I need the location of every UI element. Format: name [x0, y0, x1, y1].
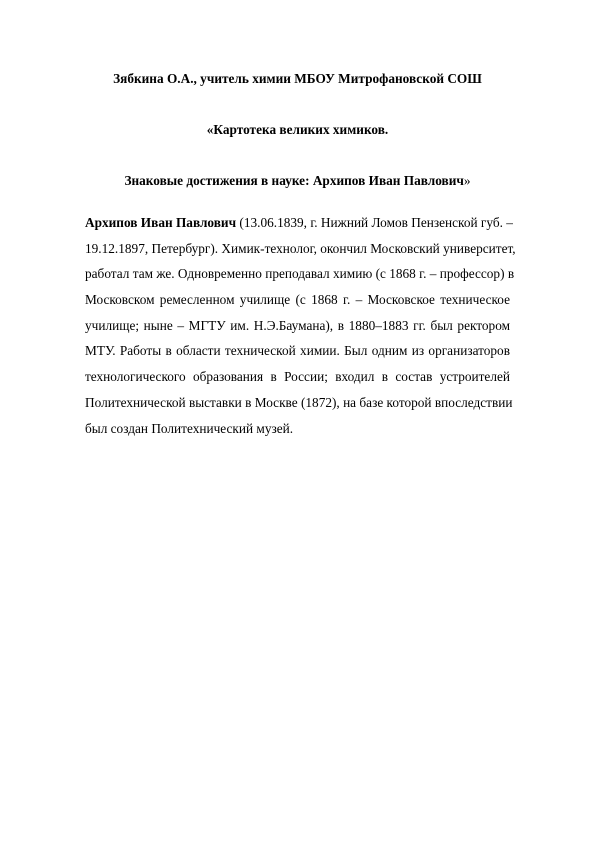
paragraph-line: Политехнической выставки в Москве (1872), на базе которой впоследствии: [85, 394, 513, 410]
paragraph-line: училище; ныне – МГТУ им. Н.Э.Баумана), в 1880–1883 гг. был ректором: [85, 317, 510, 333]
paragraph-line: работал там же. Одновременно преподавал химию (с 1868 г. – профессор) в: [85, 266, 515, 282]
paragraph-line: технологического образования в России; входил в состав устроителей: [85, 369, 510, 385]
chemist-name: Архипов Иван Павлович: [85, 215, 237, 230]
paragraph-line: [85, 210, 513, 236]
paragraph-line: был создан Политехнический музей.: [85, 420, 294, 436]
paragraph-line-text: (13.06.1839, г. Нижний Ломов Пензенской губ. –: [236, 215, 513, 230]
document-title: «Картотека великих химиков.: [206, 122, 389, 137]
author-line: Зябкина О.А., учитель химии МБОУ Митрофановской СОШ: [113, 71, 482, 86]
paragraph-line: МТУ. Работы в области технической химии. Был одним из организаторов: [85, 343, 510, 359]
subtitle-text: Знаковые достижения в науке: Архипов Иван Павлович: [124, 173, 464, 188]
document-subtitle: [0, 173, 595, 189]
subtitle-close-quote: »: [463, 173, 471, 188]
paragraph-line: Московском ремесленном училище (с 1868 г. – Московское техническое: [85, 292, 510, 308]
article-paragraph: [85, 210, 516, 441]
paragraph-line: 19.12.1897, Петербург). Химик-технолог, окончил Московский университет,: [85, 240, 516, 256]
